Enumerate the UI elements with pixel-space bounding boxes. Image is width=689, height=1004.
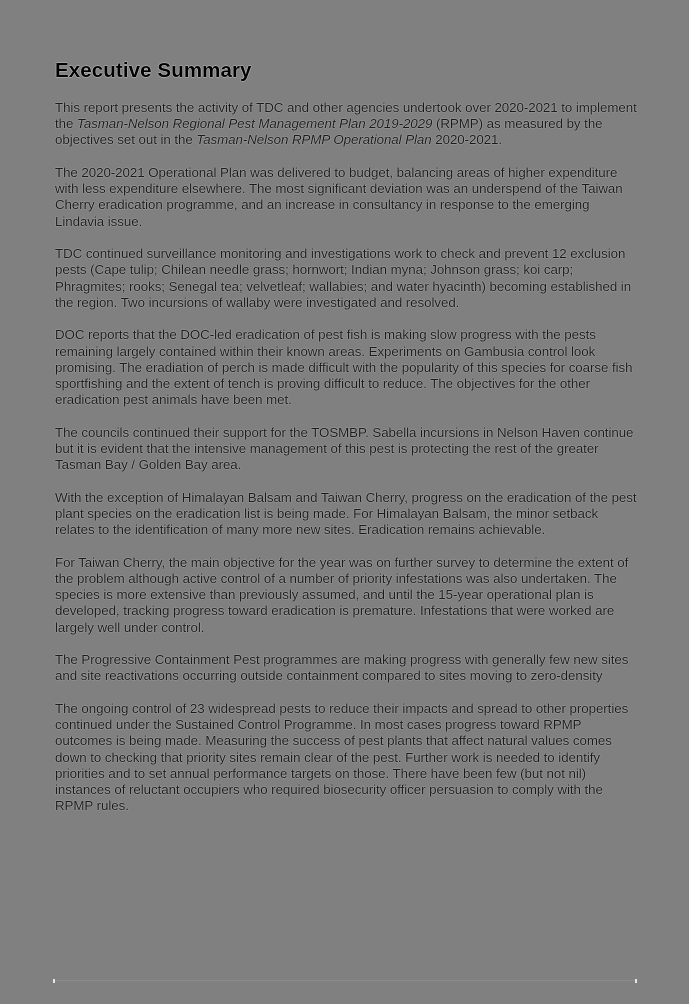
text-segment: The councils continued their support for the TOSMBP. Sabella incursions in Nelson Haven continue but it is evident that the intensive management of this pest is protecting the rest of the greater Tasman Bay / Golden Bay area. (55, 424, 634, 473)
footer-tick-left (53, 979, 55, 983)
paragraph-tosmbp (55, 425, 640, 474)
paragraph-exclusion-pests (55, 246, 640, 311)
text-segment: For Taiwan Cherry, the main objective for the year was on further survey to determine the extent of the problem although active control of a number of priority infestations was also undertaken. The species is more extensive than previously assumed, and until the 15-year operational plan is developed, tracking progress toward eradication is premature. Infestations that were worked are largely well under control. (55, 554, 629, 635)
text-segment: 2020-2021. (431, 132, 503, 148)
paragraph-pest-fish (55, 327, 640, 408)
operational-plan-title-italic: Tasman-Nelson RPMP Operational Plan (196, 132, 432, 148)
text-segment: DOC reports that the DOC-led eradication of pest fish is making slow progress with the pests remaining largely contained within their known areas. Experiments on Gambusia control look promising. The eradiation of perch is made difficult with the popularity of this species for coarse fish sportfishing and the extent of tench is proving difficult to reduce. The objectives for the other eradication pest animals have been met. (55, 327, 633, 408)
paragraph-budget (55, 165, 640, 230)
text-segment: The ongoing control of 23 widespread pests to reduce their impacts and spread to other properties continued under the Sustained Control Programme. In most cases progress toward RPMP outcomes is being made. Measuring the success of pest plants that affect natural values comes down to checking that priority sites remain clear of the pest. Further work is needed to identify priorities and to set annual performance targets on those. There have been few (but not nil) instances of reluctant occupiers who required biosecurity officer persuasion to comply with the RPMP rules. (55, 701, 629, 814)
text-segment: This report presents the activity of TDC and other agencies undertook over 2020-2021 to implement the (55, 100, 637, 132)
paragraph-progressive-containment (55, 652, 640, 684)
page-title: Executive Summary (55, 59, 252, 82)
footer-divider (53, 980, 636, 981)
text-segment: With the exception of Himalayan Balsam and Taiwan Cherry, progress on the eradication of the pest plant species on the eradication list is being made. For Himalayan Balsam, the minor setback relates to the identification of many more new sites. Eradication remains achievable. (55, 489, 637, 538)
text-segment: TDC continued surveillance monitoring and investigations work to check and prevent 12 exclusion pests (Cape tulip; Chilean needle grass; hornwort; Indian myna; Johnson grass; koi carp; Phragmites; rooks; Senegal tea; velvetleaf; wallabies; and water hyacinth) becoming established in the region. Two incursions of wallaby were investigated and resolved. (55, 246, 632, 310)
text-segment: (RPMP) as measured by the objectives set out in the (55, 116, 603, 148)
paragraph-eradication-plants (55, 490, 640, 539)
footer-tick-right (635, 979, 637, 983)
paragraph-intro (55, 100, 640, 149)
plan-title-italic: Tasman-Nelson Regional Pest Management Plan 2019-2029 (76, 116, 433, 132)
text-segment: The 2020-2021 Operational Plan was delivered to budget, balancing areas of higher expenditure with less expenditure elsewhere. The most significant deviation was an underspend of the Taiwan Cherry eradication programme, and an increase in consultancy in response to the emerging Lindavia issue. (55, 165, 623, 229)
paragraph-sustained-control (55, 701, 640, 814)
paragraph-taiwan-cherry (55, 555, 640, 636)
document-page (55, 59, 640, 831)
text-segment: The Progressive Containment Pest programmes are making progress with generally few new sites and site reactivations occurring outside containment compared to sites moving to zero-density (55, 652, 629, 684)
